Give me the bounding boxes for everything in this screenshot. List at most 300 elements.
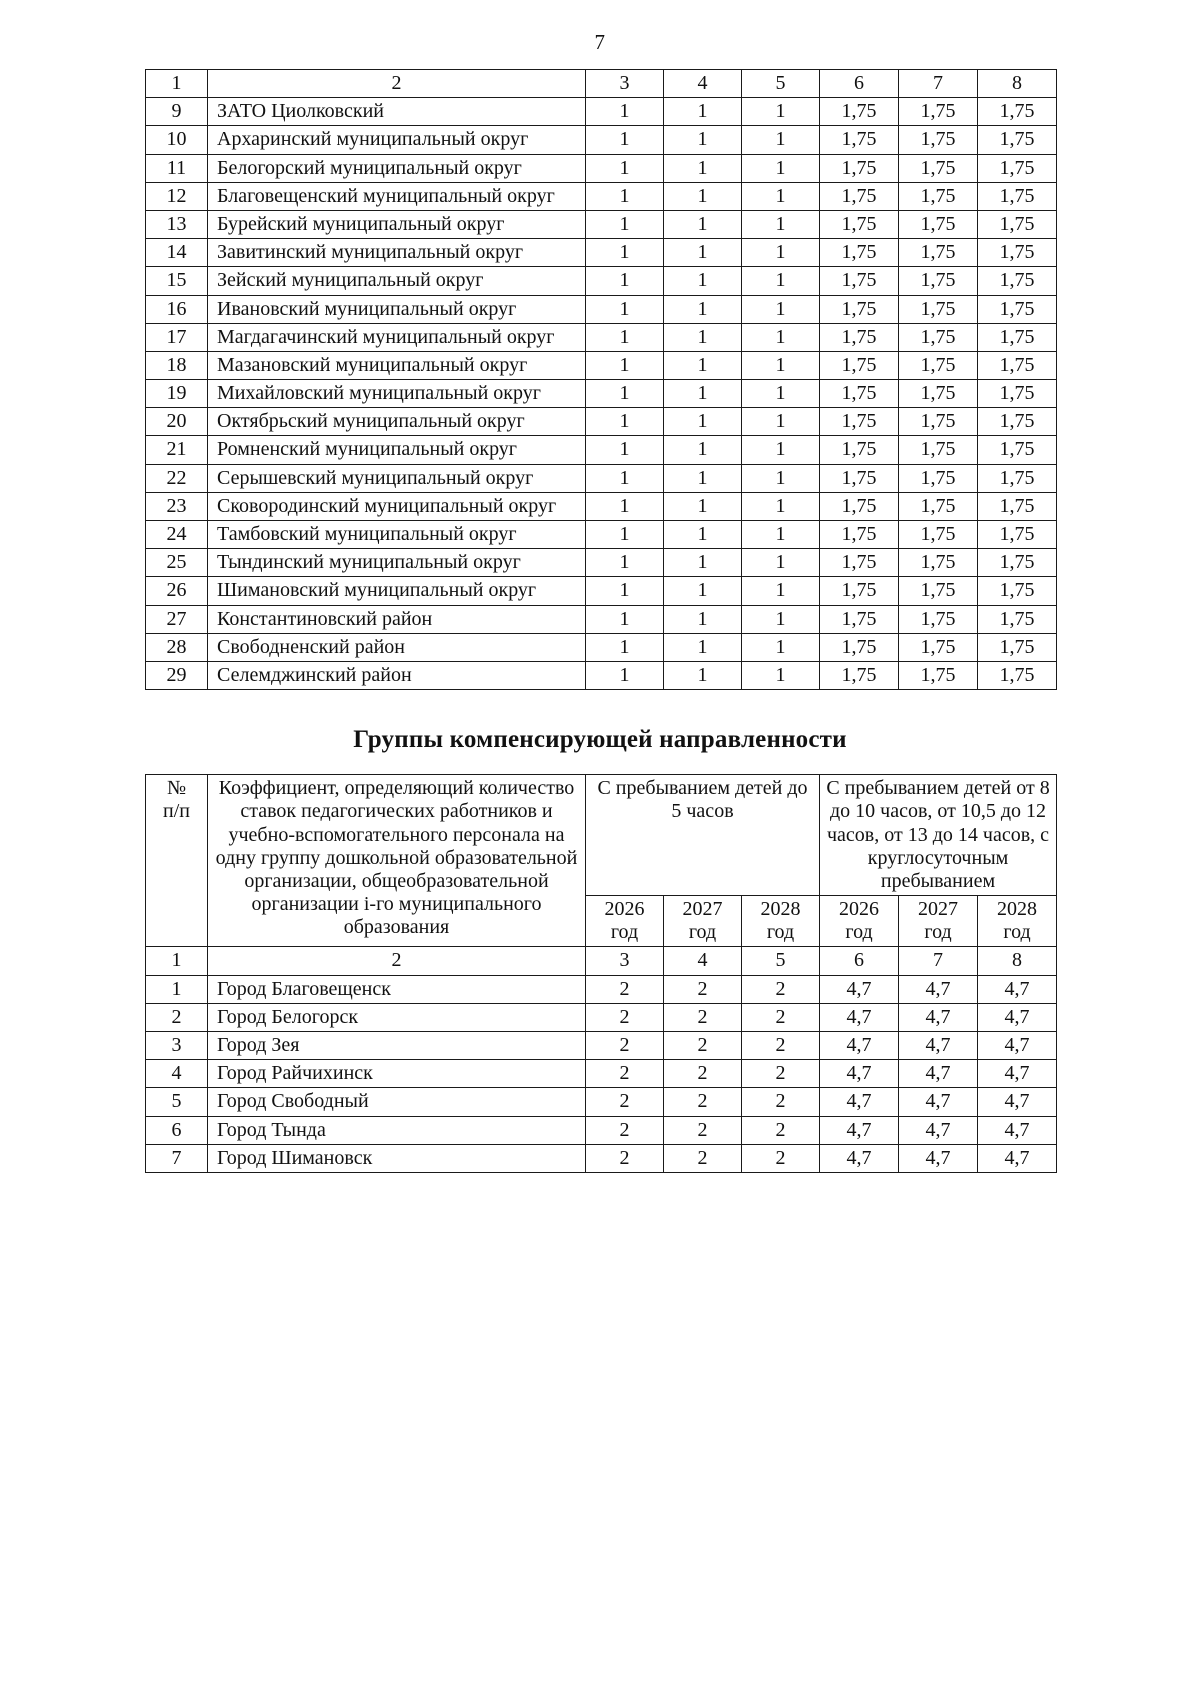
value-cell-col-7: 1,75 [899,351,978,379]
value-cell-col-6: 1,75 [820,408,899,436]
value-cell-col-5: 1 [742,605,820,633]
municipality-name-cell: Октябрьский муниципальный округ [208,408,586,436]
value-cell-col-4: 1 [664,380,742,408]
value-cell-col-5: 1 [742,380,820,408]
value-cell-col-8: 1,75 [978,464,1057,492]
value-cell-col-5: 1 [742,126,820,154]
value-cell-col-7: 1,75 [899,464,978,492]
table-1-column-number-6: 6 [820,70,899,98]
value-cell-col-6: 1,75 [820,98,899,126]
value-cell-col-8: 4,7 [978,975,1057,1003]
row-number-cell: 2 [146,1003,208,1031]
value-cell-col-4: 1 [664,605,742,633]
value-cell-col-3: 1 [586,661,664,689]
value-cell-col-5: 1 [742,549,820,577]
value-cell-col-5: 2 [742,1116,820,1144]
table-1-column-number-8: 8 [978,70,1057,98]
value-cell-col-3: 1 [586,126,664,154]
value-cell-col-6: 1,75 [820,492,899,520]
value-cell-col-6: 1,75 [820,154,899,182]
value-cell-col-6: 1,75 [820,295,899,323]
table-row [146,492,1057,520]
year-value-4: 2026 [839,898,880,921]
year-cell-5 [899,896,978,947]
table-row [146,267,1057,295]
value-cell-col-5: 1 [742,267,820,295]
header-no-line2: п/п [163,800,190,823]
value-cell-col-7: 4,7 [899,1088,978,1116]
table-row [146,1144,1057,1172]
table-2-column-number-5: 5 [742,947,820,975]
value-cell-col-3: 1 [586,521,664,549]
value-cell-col-4: 1 [664,436,742,464]
row-number-cell: 11 [146,154,208,182]
value-cell-col-3: 1 [586,464,664,492]
value-cell-col-7: 1,75 [899,295,978,323]
table-1-column-number-4: 4 [664,70,742,98]
compensating-groups-table [145,774,1057,1173]
municipality-name-cell: Сковородинский муниципальный округ [208,492,586,520]
municipality-name-cell: Город Белогорск [208,1003,586,1031]
value-cell-col-7: 1,75 [899,154,978,182]
municipality-name-cell: Тамбовский муниципальный округ [208,521,586,549]
value-cell-col-5: 2 [742,1032,820,1060]
value-cell-col-6: 1,75 [820,210,899,238]
value-cell-col-3: 1 [586,295,664,323]
year-value-6: 2028 [997,898,1038,921]
value-cell-col-4: 1 [664,661,742,689]
table-row [146,239,1057,267]
table-row [146,408,1057,436]
value-cell-col-6: 1,75 [820,436,899,464]
value-cell-col-8: 1,75 [978,521,1057,549]
table-2-wrapper [145,774,1055,1173]
municipality-name-cell: Магдагачинский муниципальный округ [208,323,586,351]
table-row [146,154,1057,182]
value-cell-col-7: 1,75 [899,492,978,520]
value-cell-col-6: 1,75 [820,182,899,210]
value-cell-col-8: 1,75 [978,380,1057,408]
year-cell-4 [820,896,899,947]
year-unit-1: год [610,921,639,944]
value-cell-col-8: 4,7 [978,1088,1057,1116]
value-cell-col-3: 1 [586,182,664,210]
row-number-cell: 12 [146,182,208,210]
value-cell-col-5: 1 [742,633,820,661]
value-cell-col-5: 1 [742,408,820,436]
value-cell-col-5: 1 [742,351,820,379]
table-1-column-number-row [146,70,1057,98]
value-cell-col-7: 1,75 [899,549,978,577]
value-cell-col-4: 1 [664,464,742,492]
value-cell-col-7: 1,75 [899,436,978,464]
table-row [146,351,1057,379]
table-2-column-number-3: 3 [586,947,664,975]
value-cell-col-7: 1,75 [899,577,978,605]
value-cell-col-5: 1 [742,521,820,549]
value-cell-col-5: 2 [742,975,820,1003]
row-number-cell: 21 [146,436,208,464]
year-value-3: 2028 [760,898,801,921]
year-cell-1 [586,896,664,947]
value-cell-col-8: 4,7 [978,1060,1057,1088]
table-row [146,295,1057,323]
municipality-name-cell: Город Тында [208,1116,586,1144]
municipality-name-cell: Архаринский муниципальный округ [208,126,586,154]
value-cell-col-7: 1,75 [899,605,978,633]
value-cell-col-8: 1,75 [978,661,1057,689]
table-row [146,633,1057,661]
value-cell-col-5: 1 [742,98,820,126]
value-cell-col-7: 1,75 [899,661,978,689]
year-value-5: 2027 [918,898,959,921]
value-cell-col-4: 1 [664,295,742,323]
value-cell-col-6: 1,75 [820,126,899,154]
table-row [146,1116,1057,1144]
year-cell-2 [664,896,742,947]
row-number-cell: 29 [146,661,208,689]
municipality-name-cell: Ивановский муниципальный округ [208,295,586,323]
table-2-column-number-2: 2 [208,947,586,975]
municipality-name-cell: Серышевский муниципальный округ [208,464,586,492]
value-cell-col-5: 1 [742,295,820,323]
table-row [146,661,1057,689]
row-number-cell: 20 [146,408,208,436]
value-cell-col-5: 1 [742,492,820,520]
value-cell-col-8: 1,75 [978,633,1057,661]
value-cell-col-6: 1,75 [820,521,899,549]
municipality-name-cell: Ромненский муниципальный округ [208,436,586,464]
value-cell-col-4: 2 [664,1032,742,1060]
table-1-wrapper [145,69,1055,690]
header-cell-coefficient: Коэффициент, определяющий количество ставок педагогических работников и учебно-вспомогательного персонала на одну группу дошкольной образовательной организации, общеобразовательной организации i-го муниципального образования [208,775,586,947]
table-row [146,182,1057,210]
municipality-name-cell: Благовещенский муниципальный округ [208,182,586,210]
municipality-name-cell: ЗАТО Циолковский [208,98,586,126]
value-cell-col-7: 4,7 [899,975,978,1003]
value-cell-col-4: 2 [664,1144,742,1172]
value-cell-col-6: 4,7 [820,975,899,1003]
year-cell-6 [978,896,1057,947]
table-2-column-number-6: 6 [820,947,899,975]
row-number-cell: 19 [146,380,208,408]
value-cell-col-4: 1 [664,577,742,605]
municipality-name-cell: Мазановский муниципальный округ [208,351,586,379]
table-1-column-number-1: 1 [146,70,208,98]
value-cell-col-6: 1,75 [820,380,899,408]
table-1-column-number-3: 3 [586,70,664,98]
row-number-cell: 13 [146,210,208,238]
value-cell-col-8: 1,75 [978,210,1057,238]
row-number-cell: 5 [146,1088,208,1116]
value-cell-col-7: 1,75 [899,267,978,295]
value-cell-col-8: 1,75 [978,182,1057,210]
table-row [146,436,1057,464]
value-cell-col-4: 1 [664,351,742,379]
value-cell-col-6: 1,75 [820,239,899,267]
value-cell-col-5: 1 [742,239,820,267]
value-cell-col-3: 1 [586,323,664,351]
value-cell-col-7: 1,75 [899,521,978,549]
value-cell-col-6: 1,75 [820,267,899,295]
value-cell-col-6: 4,7 [820,1088,899,1116]
row-number-cell: 14 [146,239,208,267]
value-cell-col-8: 1,75 [978,408,1057,436]
table-1-column-number-7: 7 [899,70,978,98]
year-unit-4: год [845,921,873,944]
value-cell-col-8: 1,75 [978,436,1057,464]
value-cell-col-5: 1 [742,464,820,492]
value-cell-col-7: 1,75 [899,210,978,238]
value-cell-col-6: 4,7 [820,1060,899,1088]
value-cell-col-4: 1 [664,549,742,577]
row-number-cell: 18 [146,351,208,379]
value-cell-col-8: 1,75 [978,126,1057,154]
value-cell-col-5: 1 [742,577,820,605]
value-cell-col-3: 2 [586,1144,664,1172]
value-cell-col-4: 2 [664,1060,742,1088]
value-cell-col-3: 2 [586,1032,664,1060]
value-cell-col-3: 1 [586,605,664,633]
value-cell-col-4: 1 [664,126,742,154]
value-cell-col-8: 1,75 [978,323,1057,351]
table-2-header-row [146,775,1057,896]
table-row [146,521,1057,549]
table-2-column-number-4: 4 [664,947,742,975]
row-number-cell: 7 [146,1144,208,1172]
value-cell-col-4: 2 [664,1116,742,1144]
row-number-cell: 10 [146,126,208,154]
table-2-column-number-7: 7 [899,947,978,975]
value-cell-col-8: 4,7 [978,1116,1057,1144]
municipality-name-cell: Селемджинский район [208,661,586,689]
table-row [146,1088,1057,1116]
value-cell-col-6: 1,75 [820,661,899,689]
value-cell-col-3: 1 [586,239,664,267]
row-number-cell: 16 [146,295,208,323]
value-cell-col-3: 1 [586,577,664,605]
municipality-name-cell: Свободненский район [208,633,586,661]
table-2-column-number-row [146,947,1057,975]
value-cell-col-4: 2 [664,1088,742,1116]
table-row [146,98,1057,126]
municipality-name-cell: Зейский муниципальный округ [208,267,586,295]
row-number-cell: 24 [146,521,208,549]
value-cell-col-6: 4,7 [820,1032,899,1060]
row-number-cell: 23 [146,492,208,520]
header-cell-up-to-5-hours: С пребыванием детей до 5 часов [586,775,820,896]
value-cell-col-8: 1,75 [978,577,1057,605]
header-cell-row-number [146,775,208,947]
table-row [146,1003,1057,1031]
municipality-name-cell: Город Шимановск [208,1144,586,1172]
year-value-1: 2026 [604,898,645,921]
value-cell-col-3: 2 [586,1003,664,1031]
value-cell-col-5: 2 [742,1060,820,1088]
value-cell-col-8: 1,75 [978,239,1057,267]
value-cell-col-3: 1 [586,408,664,436]
value-cell-col-7: 4,7 [899,1032,978,1060]
year-cell-3 [742,896,820,947]
value-cell-col-8: 1,75 [978,605,1057,633]
page-number: 7 [594,30,606,54]
value-cell-col-4: 2 [664,1003,742,1031]
value-cell-col-3: 2 [586,1060,664,1088]
municipality-name-cell: Константиновский район [208,605,586,633]
value-cell-col-3: 1 [586,98,664,126]
value-cell-col-5: 1 [742,210,820,238]
table-1-column-number-2: 2 [208,70,586,98]
value-cell-col-7: 1,75 [899,98,978,126]
value-cell-col-4: 1 [664,239,742,267]
row-number-cell: 22 [146,464,208,492]
value-cell-col-7: 1,75 [899,239,978,267]
value-cell-col-8: 1,75 [978,98,1057,126]
municipality-name-cell: Шимановский муниципальный округ [208,577,586,605]
value-cell-col-4: 1 [664,210,742,238]
year-unit-2: год [688,921,717,944]
value-cell-col-6: 1,75 [820,633,899,661]
section-title: Группы компенсирующей направленности [353,726,847,754]
year-value-2: 2027 [682,898,723,921]
value-cell-col-3: 1 [586,210,664,238]
value-cell-col-5: 1 [742,154,820,182]
value-cell-col-4: 1 [664,408,742,436]
value-cell-col-8: 1,75 [978,295,1057,323]
value-cell-col-4: 2 [664,975,742,1003]
value-cell-col-3: 1 [586,436,664,464]
municipality-name-cell: Город Райчихинск [208,1060,586,1088]
value-cell-col-5: 2 [742,1088,820,1116]
municipality-name-cell: Тындинский муниципальный округ [208,549,586,577]
value-cell-col-4: 1 [664,154,742,182]
table-row [146,975,1057,1003]
value-cell-col-4: 1 [664,182,742,210]
value-cell-col-6: 1,75 [820,549,899,577]
header-no-line1: № [166,777,187,800]
value-cell-col-6: 4,7 [820,1116,899,1144]
value-cell-col-3: 1 [586,633,664,661]
value-cell-col-3: 2 [586,1116,664,1144]
value-cell-col-7: 4,7 [899,1003,978,1031]
value-cell-col-4: 1 [664,323,742,351]
value-cell-col-7: 1,75 [899,408,978,436]
value-cell-col-6: 1,75 [820,605,899,633]
value-cell-col-8: 4,7 [978,1144,1057,1172]
table-2-column-number-8: 8 [978,947,1057,975]
value-cell-col-7: 4,7 [899,1116,978,1144]
value-cell-col-4: 1 [664,492,742,520]
municipality-name-cell: Михайловский муниципальный округ [208,380,586,408]
value-cell-col-6: 4,7 [820,1144,899,1172]
municipality-name-cell: Город Зея [208,1032,586,1060]
row-number-cell: 3 [146,1032,208,1060]
row-number-cell: 27 [146,605,208,633]
table-row [146,605,1057,633]
row-number-cell: 4 [146,1060,208,1088]
municipality-name-cell: Город Благовещенск [208,975,586,1003]
row-number-cell: 25 [146,549,208,577]
value-cell-col-3: 2 [586,1088,664,1116]
value-cell-col-3: 2 [586,975,664,1003]
municipality-name-cell: Город Свободный [208,1088,586,1116]
value-cell-col-6: 1,75 [820,464,899,492]
value-cell-col-5: 1 [742,323,820,351]
municipalities-coefficient-table [145,69,1057,690]
value-cell-col-5: 1 [742,436,820,464]
value-cell-col-5: 1 [742,661,820,689]
table-2-column-number-1: 1 [146,947,208,975]
value-cell-col-3: 1 [586,351,664,379]
value-cell-col-8: 4,7 [978,1032,1057,1060]
value-cell-col-3: 1 [586,492,664,520]
row-number-cell: 28 [146,633,208,661]
row-number-cell: 1 [146,975,208,1003]
value-cell-col-4: 1 [664,98,742,126]
table-row [146,126,1057,154]
value-cell-col-8: 1,75 [978,267,1057,295]
value-cell-col-5: 2 [742,1003,820,1031]
value-cell-col-7: 1,75 [899,323,978,351]
value-cell-col-3: 1 [586,267,664,295]
table-row [146,1060,1057,1088]
row-number-cell: 26 [146,577,208,605]
value-cell-col-7: 1,75 [899,380,978,408]
row-number-cell: 6 [146,1116,208,1144]
value-cell-col-3: 1 [586,549,664,577]
table-row [146,323,1057,351]
row-number-cell: 9 [146,98,208,126]
value-cell-col-6: 1,75 [820,577,899,605]
table-row [146,380,1057,408]
value-cell-col-8: 1,75 [978,351,1057,379]
value-cell-col-3: 1 [586,154,664,182]
value-cell-col-6: 1,75 [820,351,899,379]
value-cell-col-7: 1,75 [899,126,978,154]
value-cell-col-4: 1 [664,521,742,549]
table-row [146,210,1057,238]
year-unit-5: год [924,921,952,944]
value-cell-col-6: 4,7 [820,1003,899,1031]
table-1-column-number-5: 5 [742,70,820,98]
municipality-name-cell: Бурейский муниципальный округ [208,210,586,238]
year-unit-6: год [1003,921,1031,944]
header-cell-8-to-24-hours: С пребыванием детей от 8 до 10 часов, от 10,5 до 12 часов, от 13 до 14 часов, с круглосуточным пребыванием [820,775,1057,896]
value-cell-col-6: 1,75 [820,323,899,351]
table-row [146,577,1057,605]
row-number-cell: 17 [146,323,208,351]
value-cell-col-3: 1 [586,380,664,408]
year-unit-3: год [766,921,795,944]
value-cell-col-7: 1,75 [899,633,978,661]
value-cell-col-4: 1 [664,267,742,295]
value-cell-col-8: 1,75 [978,154,1057,182]
value-cell-col-8: 4,7 [978,1003,1057,1031]
table-row [146,1032,1057,1060]
value-cell-col-5: 2 [742,1144,820,1172]
row-number-cell: 15 [146,267,208,295]
value-cell-col-7: 4,7 [899,1144,978,1172]
value-cell-col-8: 1,75 [978,549,1057,577]
table-row [146,549,1057,577]
value-cell-col-5: 1 [742,182,820,210]
municipality-name-cell: Белогорский муниципальный округ [208,154,586,182]
municipality-name-cell: Завитинский муниципальный округ [208,239,586,267]
value-cell-col-7: 1,75 [899,182,978,210]
value-cell-col-8: 1,75 [978,492,1057,520]
value-cell-col-7: 4,7 [899,1060,978,1088]
table-row [146,464,1057,492]
